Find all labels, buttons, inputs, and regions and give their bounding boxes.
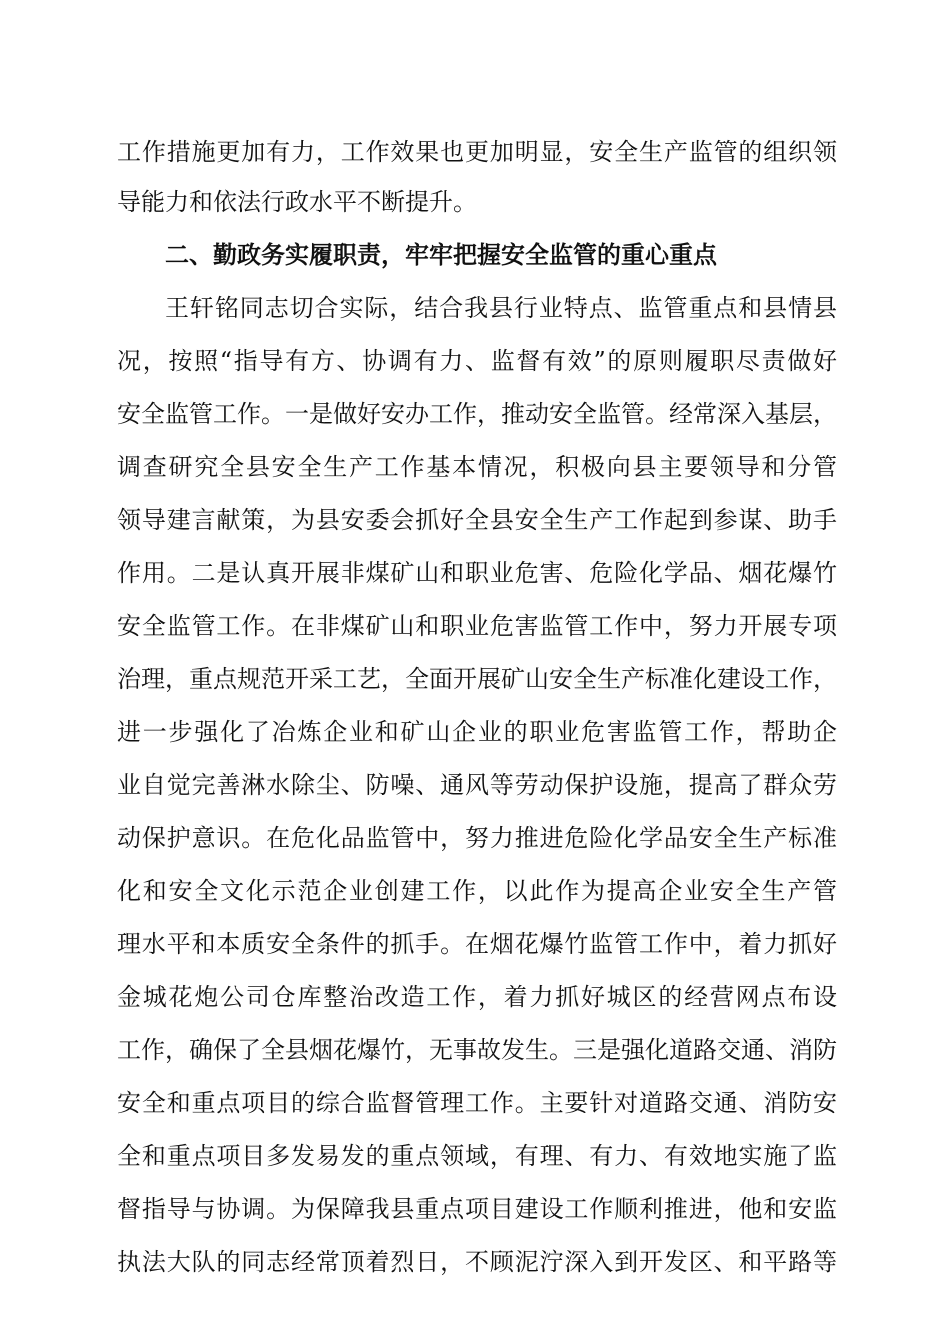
- paragraph-line: 况，按照“指导有方、协调有力、监督有效”的原则履职尽责做好: [117, 347, 837, 375]
- paragraph-line: 导能力和依法行政水平不断提升。: [117, 188, 477, 216]
- paragraph-line: 领导建言献策，为县安委会抓好全县安全生产工作起到参谋、助手: [117, 506, 837, 534]
- paragraph-line: 安全监管工作。一是做好安办工作，推动安全监管。经常深入基层，: [117, 400, 837, 428]
- paragraph-line: 安全和重点项目的综合监督管理工作。主要针对道路交通、消防安: [117, 1089, 837, 1117]
- paragraph-line: 理水平和本质安全条件的抓手。在烟花爆竹监管工作中，着力抓好: [117, 930, 837, 958]
- paragraph-line: 化和安全文化示范企业创建工作，以此作为提高企业安全生产管: [117, 877, 837, 905]
- paragraph-line: 执法大队的同志经常顶着烈日，不顾泥泞深入到开发区、和平路等: [117, 1248, 837, 1276]
- paragraph-line: 工作措施更加有力，工作效果也更加明显，安全生产监管的组织领: [117, 138, 837, 166]
- paragraph-line: 督指导与协调。为保障我县重点项目建设工作顺利推进，他和安监: [117, 1195, 837, 1223]
- paragraph-line: 王轩铭同志切合实际，结合我县行业特点、监管重点和县情县: [165, 294, 837, 322]
- paragraph-line: 全和重点项目多发易发的重点领域，有理、有力、有效地实施了监: [117, 1142, 837, 1170]
- paragraph-line: 治理，重点规范开采工艺，全面开展矿山安全生产标准化建设工作，: [117, 665, 837, 693]
- paragraph-line: 工作，确保了全县烟花爆竹，无事故发生。三是强化道路交通、消防: [117, 1036, 837, 1064]
- paragraph-line: 调查研究全县安全生产工作基本情况，积极向县主要领导和分管: [117, 453, 837, 481]
- section-heading: 二、勤政务实履职责，牢牢把握安全监管的重心重点: [165, 241, 717, 269]
- paragraph-line: 金城花炮公司仓库整治改造工作，着力抓好城区的经营网点布设: [117, 983, 837, 1011]
- paragraph-line: 作用。二是认真开展非煤矿山和职业危害、危险化学品、烟花爆竹: [117, 559, 837, 587]
- paragraph-line: 动保护意识。在危化品监管中，努力推进危险化学品安全生产标准: [117, 824, 837, 852]
- paragraph-line: 安全监管工作。在非煤矿山和职业危害监管工作中，努力开展专项: [117, 612, 837, 640]
- paragraph-line: 进一步强化了冶炼企业和矿山企业的职业危害监管工作，帮助企: [117, 718, 837, 746]
- paragraph-line: 业自觉完善淋水除尘、防噪、通风等劳动保护设施，提高了群众劳: [117, 771, 837, 799]
